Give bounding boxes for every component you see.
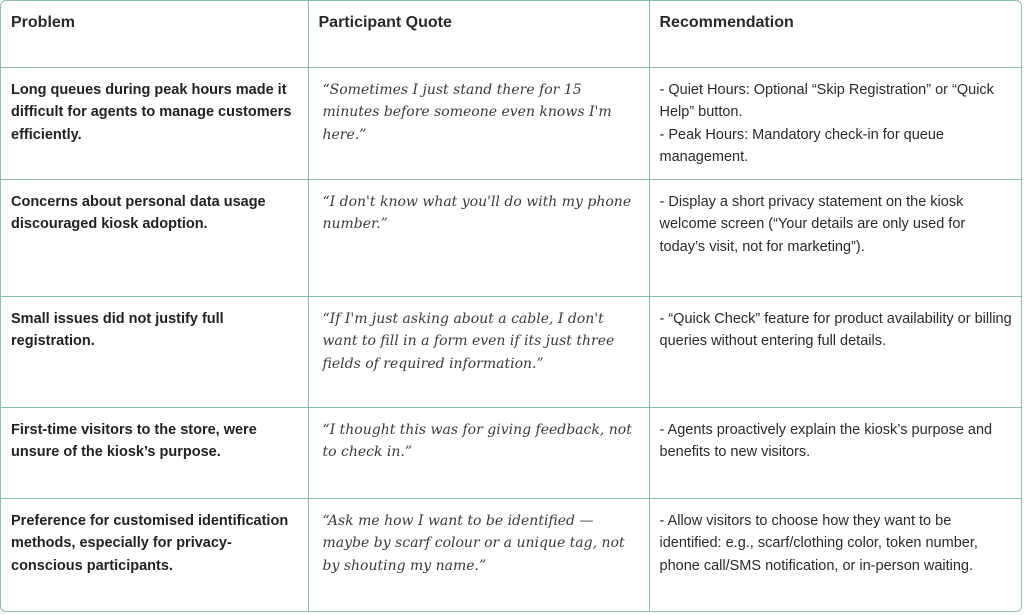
problem-cell: Concerns about personal data usage discouraged kiosk adoption. [1, 179, 308, 296]
recommendation-line: - Peak Hours: Mandatory check-in for queue management. [659, 126, 944, 165]
recommendation-cell [649, 179, 1022, 296]
recommendation-cell [649, 67, 1022, 179]
recommendation-line: - Display a short privacy statement on the kiosk welcome screen (“Your details are only used for today’s visit, not for marketing”). [659, 193, 966, 255]
recommendation-line: - Agents proactively explain the kiosk’s purpose and benefits to new visitors. [659, 421, 993, 460]
recommendation-cell [649, 498, 1022, 612]
quote-cell: “Ask me how I want to be identified — maybe by scarf colour or a unique tag, not by shouting my name.” [308, 498, 649, 612]
table-row [1, 67, 1022, 179]
quote-cell: “I thought this was for giving feedback, not to check in.” [308, 407, 649, 498]
header-problem: Problem [1, 1, 308, 67]
problem-cell: First-time visitors to the store, were unsure of the kiosk’s purpose. [1, 407, 308, 498]
table-row [1, 179, 1022, 296]
header-quote: Participant Quote [308, 1, 649, 67]
table-row [1, 407, 1022, 498]
quote-cell: “If I'm just asking about a cable, I don't want to fill in a form even if its just three fields of required information.” [308, 296, 649, 407]
table-row [1, 498, 1022, 612]
recommendation-line: - Allow visitors to choose how they want to be identified: e.g., scarf/clothing color, token number, phone call/SMS notification, or in-person waiting. [659, 512, 978, 574]
header-row [1, 1, 1022, 67]
findings-grid [1, 1, 1022, 612]
problem-cell: Small issues did not justify full registration. [1, 296, 308, 407]
table-row [1, 296, 1022, 407]
problem-cell: Long queues during peak hours made it difficult for agents to manage customers efficiently. [1, 67, 308, 179]
header-recommendation: Recommendation [649, 1, 1022, 67]
problem-cell: Preference for customised identification methods, especially for privacy-conscious participants. [1, 498, 308, 612]
recommendation-cell [649, 296, 1022, 407]
quote-cell: “I don't know what you'll do with my phone number.” [308, 179, 649, 296]
recommendation-line: - Quiet Hours: Optional “Skip Registration” or “Quick Help” button. [659, 81, 994, 120]
recommendation-line: - “Quick Check” feature for product availability or billing queries without entering full details. [659, 310, 1012, 349]
quote-cell: “Sometimes I just stand there for 15 minutes before someone even knows I'm here.” [308, 67, 649, 179]
recommendation-cell [649, 407, 1022, 498]
